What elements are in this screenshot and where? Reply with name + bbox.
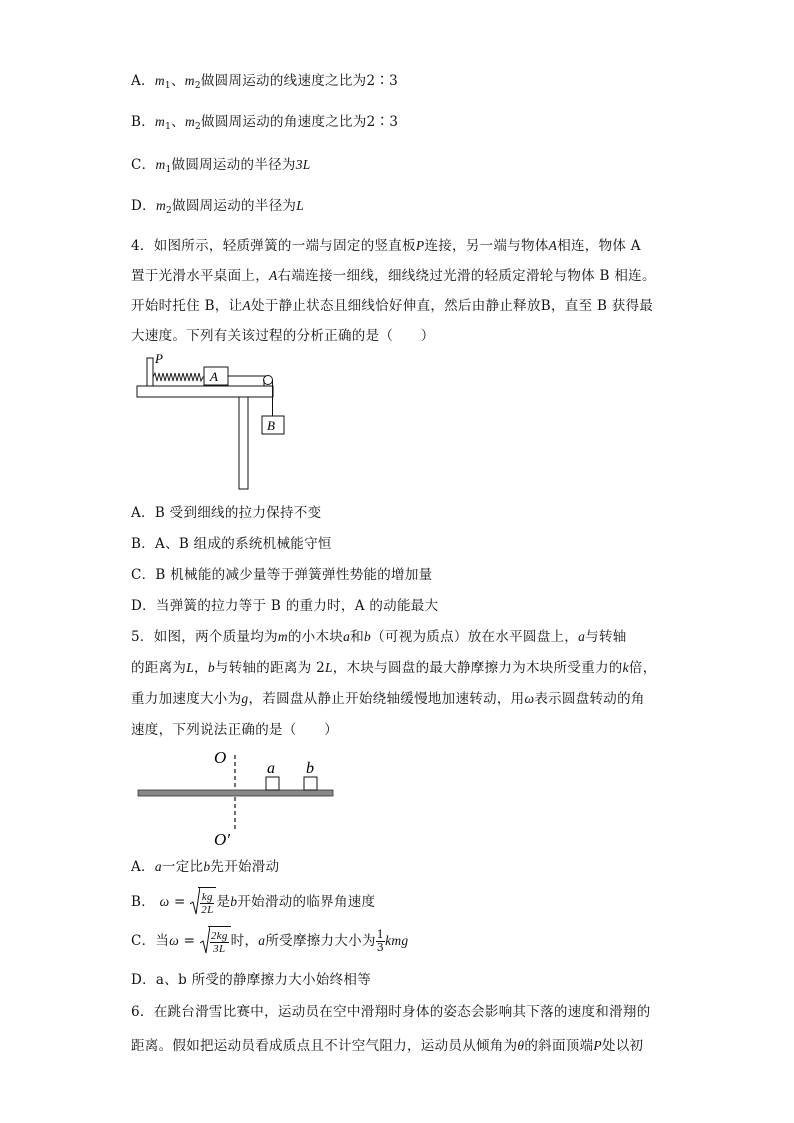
- q4-stem-line2: 置于光滑水平桌面上，A右端连接一细线，细线绕过光滑的轻质定滑轮与物体 B 相连。: [131, 268, 656, 284]
- q4-option-b: B．A、B 组成的系统机械能守恒: [131, 536, 332, 552]
- q4-stem-line4: 大速度。下列有关该过程的分析正确的是（ ）: [131, 328, 435, 344]
- q5-stem-line3: 重力加速度大小为g，若圆盘从静止开始绕轴缓慢地加速转动，用ω表示圆盘转动的角: [131, 691, 645, 707]
- q5-option-b: B． ω = $\frac{kg}{2L}$ 是b开始滑动的临界角速度: [131, 887, 375, 918]
- q4-option-c: C．B 机械能的减少量等于弹簧弹性势能的增加量: [131, 567, 433, 583]
- label-a: A: [210, 369, 218, 384]
- sqrt-2kg-3l: $\frac{2kg}{3L}$: [200, 926, 231, 957]
- q4-option-d: D．当弹簧的拉力等于 B 的重力时，A 的动能最大: [131, 598, 439, 614]
- q6-stem-line1: 6．在跳台滑雪比赛中，运动员在空中滑翔时身体的姿态会影响其下落的速度和滑翔的: [131, 1004, 651, 1020]
- q3-option-d: D．$m_2$做圆周运动的半径为L: [131, 198, 305, 216]
- q4-stem-line1: 4．如图所示，轻质弹簧的一端与固定的竖直板P连接，另一端与物体A相连，物体 A: [131, 238, 641, 254]
- q3-option-a: A．$m_1$、$m_2$做圆周运动的线速度之比为2∶3: [131, 73, 399, 91]
- label-b-small: b: [306, 760, 314, 777]
- table-leg: [239, 397, 248, 489]
- q5-stem-line1: 5．如图，两个质量均为m的小木块a和b（可视为质点）放在水平圆盘上，a与转轴: [131, 629, 627, 645]
- disk: [138, 790, 333, 796]
- block-a-small: [266, 777, 279, 790]
- q5-option-a: A．a一定比b先开始滑动: [131, 859, 280, 875]
- fixed-plate-p: [147, 358, 153, 386]
- block-b-small: [304, 777, 317, 790]
- q3-option-b: B．$m_1$、$m_2$做圆周运动的角速度之比为2∶3: [131, 114, 399, 132]
- label-a-small: a: [267, 760, 275, 777]
- q5-option-c: C．当ω = $\frac{2kg}{3L}$ 时，a所受摩擦力大小为 $\frac{1}{3}$ kmg: [131, 928, 409, 955]
- q4-stem-line3: 开始时托住 B，让A处于静止状态且细线恰好伸直，然后由静止释放B，直至 B 获得最: [131, 298, 654, 314]
- label-p: P: [155, 351, 163, 366]
- spring-coil: [153, 373, 204, 381]
- q4-option-a: A．B 受到细线的拉力保持不变: [131, 505, 322, 521]
- q5-figure: [130, 745, 340, 853]
- label-b: B: [267, 418, 275, 433]
- sqrt-kg-2l: $\frac{kg}{2L}$: [190, 887, 216, 918]
- q5-option-d: D．a、b 所受的静摩擦力大小始终相等: [131, 972, 372, 988]
- label-o: O: [214, 748, 227, 767]
- q3-option-c: C．$m_1$做圆周运动的半径为3L: [131, 157, 311, 175]
- pulley: [264, 376, 273, 385]
- q5-stem-line2: 的距离为L，b与转轴的距离为 2L，木块与圆盘的最大静摩擦力为木块所受重力的k倍，: [131, 660, 657, 676]
- q5-stem-line4: 速度，下列说法正确的是（ ）: [131, 722, 338, 738]
- table-top: [137, 386, 273, 397]
- label-o-prime: O′: [214, 830, 230, 849]
- q6-stem-line2: 距离。假如把运动员看成质点且不计空气阻力，运动员从倾角为θ的斜面顶端P处以初: [131, 1038, 644, 1054]
- q4-figure: [130, 350, 300, 495]
